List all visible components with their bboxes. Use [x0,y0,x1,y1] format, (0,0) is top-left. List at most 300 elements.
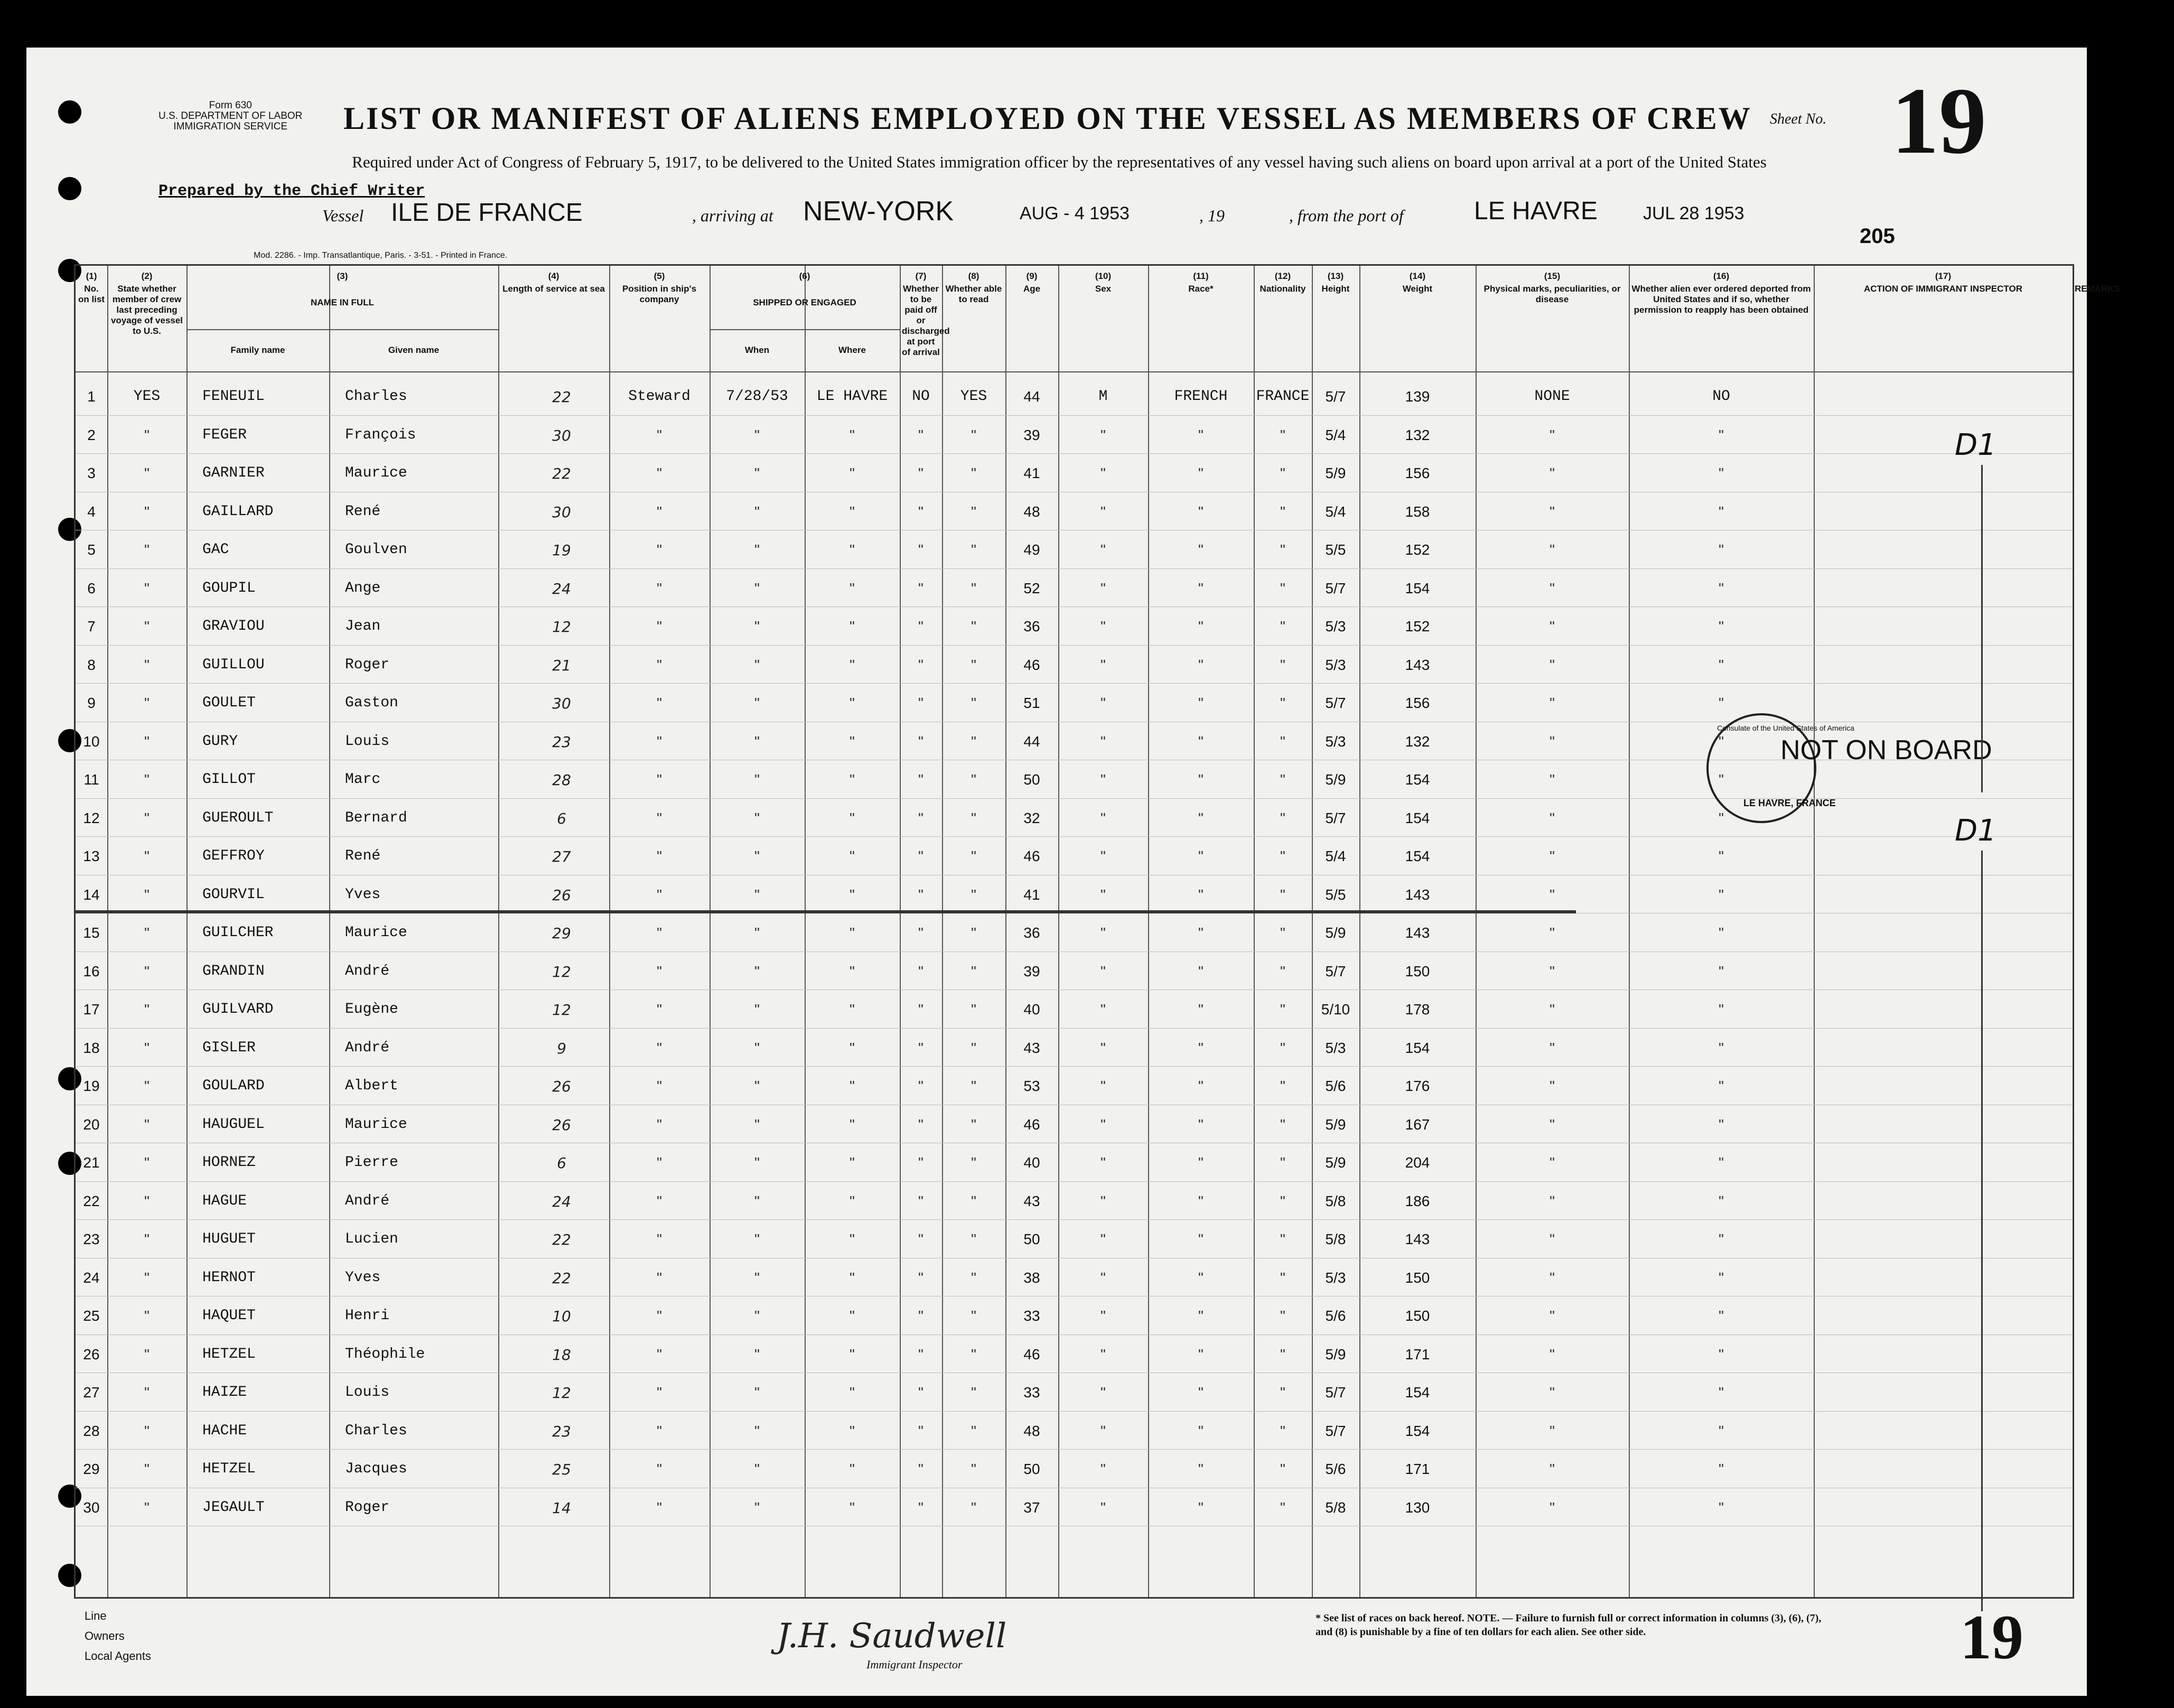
ditto-mark: " [144,426,150,443]
age-cell: 46 [1023,1116,1040,1133]
height-cell: 5/7 [1325,1422,1346,1439]
weight-cell: 154 [1405,848,1430,864]
row-number: 15 [83,925,100,941]
column-number: (13) [1327,271,1344,281]
column-number: (14) [1409,271,1426,281]
ditto-mark: " [1280,1384,1285,1401]
ditto-mark: " [1719,503,1724,520]
ditto-mark: " [971,542,976,558]
ditto-mark: " [1550,1384,1555,1401]
given-name-cell: Albert [345,1078,398,1094]
ditto-mark: " [1198,925,1203,941]
ditto-mark: " [1280,542,1285,558]
column-rule [329,266,330,1597]
form-label: Form 630 U.S. DEPARTMENT OF LABOR IMMIGRATION SERVICE [158,100,303,132]
family-name-cell: HETZEL [202,1461,256,1477]
ditto-mark: " [144,771,150,788]
family-name-cell: GUILCHER [202,925,274,941]
family-name-cell: HAIZE [202,1384,247,1401]
vessel-name: ILE DE FRANCE [391,199,583,227]
given-name-cell: René [345,503,381,520]
weight-cell: 178 [1405,1001,1430,1018]
ditto-mark: " [971,1039,976,1056]
row-number: 5 [87,542,96,558]
ditto-mark: " [918,1422,923,1439]
given-name-cell: Louis [345,733,390,750]
weight-cell: 150 [1405,963,1430,979]
ditto-mark: " [918,848,923,864]
height-cell: 5/3 [1325,618,1346,634]
given-name-cell: Yves [345,886,381,903]
ditto-mark: " [1719,1078,1724,1094]
row-number: 29 [83,1461,100,1477]
ditto-mark: " [657,925,662,941]
ditto-mark: " [657,1154,662,1171]
given-name-cell: Louis [345,1384,390,1401]
age-cell: 41 [1023,465,1040,481]
ditto-mark: " [1280,580,1285,596]
ditto-mark: " [657,1422,662,1439]
age-cell: 39 [1023,963,1040,979]
ditto-mark: " [971,925,976,941]
column-header: Whether to be paid off or discharged at port of arrival [902,284,950,357]
column-number: (6) [799,271,810,281]
given-name-cell: Maurice [345,465,407,481]
ditto-mark: " [754,809,760,826]
punch-hole [58,100,81,124]
service-length-cell: 12 [552,1001,571,1019]
ditto-mark: " [850,1308,855,1324]
weight-cell: 143 [1405,886,1430,903]
column-header: Race* [1188,284,1214,294]
height-cell: 5/7 [1325,695,1346,711]
ditto-mark: " [144,1384,150,1401]
ditto-mark: " [657,1001,662,1018]
ditto-mark: " [1550,1154,1555,1171]
family-name-cell: GRAVIOU [202,618,265,634]
ditto-mark: " [850,733,855,750]
height-cell: 5/9 [1325,1346,1346,1362]
ditto-mark: " [971,465,976,481]
ditto-mark: " [1280,809,1285,826]
ditto-mark: " [1198,963,1203,979]
ditto-mark: " [1100,1192,1106,1209]
ditto-mark: " [918,618,923,634]
ditto-mark: " [657,542,662,558]
ditto-mark: " [1198,1461,1203,1477]
family-name-cell: GEFFROY [202,848,265,864]
ditto-mark: " [850,848,855,864]
ditto-mark: " [850,465,855,481]
ditto-mark: " [1550,733,1555,750]
weight-cell: 158 [1405,503,1430,520]
service-length-cell: 26 [552,1116,571,1134]
ditto-mark: " [657,963,662,979]
ditto-mark: " [1719,1346,1724,1362]
ditto-mark: " [144,1461,150,1477]
height-cell: 5/8 [1325,1499,1346,1516]
weight-cell: 154 [1405,1422,1430,1439]
row-number: 4 [87,503,96,520]
ditto-mark: " [1100,1116,1106,1133]
given-name-cell: André [345,1192,390,1209]
ditto-mark: " [1280,1039,1285,1056]
ditto-mark: " [918,886,923,903]
row-rule [76,1334,2073,1335]
ditto-mark: " [657,580,662,596]
age-cell: 36 [1023,925,1040,941]
family-name-cell: GRANDIN [202,963,265,979]
ditto-mark: " [1100,503,1106,520]
ditto-mark: " [1198,1346,1203,1362]
given-name-cell: Marc [345,771,381,788]
ditto-mark: " [1198,1269,1203,1286]
ditto-mark: " [657,426,662,443]
age-cell: 43 [1023,1192,1040,1209]
given-name-cell: Jean [345,618,381,634]
weight-cell: 154 [1405,771,1430,788]
row-rule [76,951,2073,952]
weight-cell: 143 [1405,1231,1430,1247]
ditto-mark: " [918,1461,923,1477]
family-name-cell: HAUGUEL [202,1116,265,1133]
age-cell: 39 [1023,426,1040,443]
ditto-mark: " [850,1231,855,1247]
family-name-cell: HERNOT [202,1269,256,1286]
row-number: 7 [87,618,96,634]
given-name-cell: Henri [345,1308,390,1324]
ditto-mark: " [1198,1308,1203,1324]
service-length-cell: 24 [552,1192,571,1210]
ditto-mark: " [1100,1039,1106,1056]
ditto-mark: " [971,1384,976,1401]
ditto-mark: " [144,1001,150,1018]
weight-cell: 167 [1405,1116,1430,1133]
footer-labels [85,1606,151,1666]
ditto-mark: " [657,733,662,750]
height-cell: 5/7 [1325,580,1346,596]
column-header: Length of service at sea [502,284,605,294]
row-number: 10 [83,733,100,750]
ditto-mark: " [971,580,976,596]
given-name-cell: Gaston [345,695,398,711]
ditto-mark: " [1719,809,1724,826]
footer-agents-label: Local Agents [85,1649,151,1663]
ditto-mark: " [1719,1039,1724,1056]
column-subheader: Given name [388,345,440,355]
given-name-cell: Lucien [345,1231,398,1247]
service-length-cell: 30 [552,695,571,712]
height-cell: 5/9 [1325,1116,1346,1133]
ditto-mark: " [1100,886,1106,903]
ditto-mark: " [1550,1269,1555,1286]
ditto-mark: " [1550,1346,1555,1362]
ditto-mark: " [1550,1039,1555,1056]
service-length-cell: 30 [552,426,571,444]
ditto-mark: " [918,925,923,941]
seal-top-text: Consulate of the United States of America [1717,724,1854,732]
subheader-rule [186,329,498,330]
weight-cell: 150 [1405,1269,1430,1286]
physical-marks-cell: NONE [1534,388,1570,405]
ditto-mark: " [971,809,976,826]
ditto-mark: " [754,580,760,596]
age-cell: 32 [1023,809,1040,826]
column-header: Sex [1095,284,1112,294]
column-subheader: Family name [230,345,285,355]
row-number: 8 [87,656,96,673]
given-name-cell: Yves [345,1269,381,1286]
remark-line [1981,465,1983,792]
ditto-mark: " [754,1308,760,1324]
ditto-mark: " [1280,1422,1285,1439]
year-label: , 19 [1199,206,1225,225]
ditto-mark: " [1719,1269,1724,1286]
family-name-cell: FENEUIL [202,388,265,405]
footer-owners-label: Owners [85,1629,125,1642]
ditto-mark: " [918,1116,923,1133]
height-cell: 5/4 [1325,426,1346,443]
service-length-cell: 6 [557,809,566,827]
family-name-cell: HAGUE [202,1192,247,1209]
height-cell: 5/6 [1325,1078,1346,1094]
ditto-mark: " [1550,848,1555,864]
ditto-mark: " [850,426,855,443]
column-header: Position in ship's company [622,284,697,304]
ditto-mark: " [1719,465,1724,481]
weight-cell: 143 [1405,656,1430,673]
age-cell: 40 [1023,1001,1040,1018]
height-cell: 5/6 [1325,1461,1346,1477]
ditto-mark: " [971,426,976,443]
ditto-mark: " [1719,1154,1724,1171]
ditto-mark: " [850,1499,855,1516]
ditto-mark: " [144,618,150,634]
service-length-cell: 9 [557,1039,566,1057]
ditto-mark: " [918,503,923,520]
ditto-mark: " [657,1346,662,1362]
height-cell: 5/8 [1325,1231,1346,1247]
ditto-mark: " [1100,733,1106,750]
column-header: Age [1023,284,1041,294]
arriving-port: NEW-YORK [803,196,954,227]
given-name-cell: Maurice [345,925,407,941]
age-cell: 41 [1023,886,1040,903]
given-name-cell: Pierre [345,1154,398,1171]
ditto-mark: " [1100,848,1106,864]
ditto-mark: " [1100,426,1106,443]
ditto-mark: " [754,542,760,558]
subtitle: Required under Act of Congress of February 5, 1917, to be delivered to the United States immigration officer by the representatives of any vessel having such aliens on board upon arrival at a port of the United States [352,153,1767,171]
ditto-mark: " [918,656,923,673]
ditto-mark: " [1198,1154,1203,1171]
ditto-mark: " [850,1346,855,1362]
ditto-mark: " [1719,426,1724,443]
row-rule [76,415,2073,416]
ditto-mark: " [971,1346,976,1362]
height-cell: 5/7 [1325,809,1346,826]
ditto-mark: " [144,1422,150,1439]
ditto-mark: " [1100,1422,1106,1439]
height-cell: 5/6 [1325,1308,1346,1324]
inspector-signature: J.H. Saudwell [777,1617,1007,1656]
ditto-mark: " [971,1231,976,1247]
ditto-mark: " [657,1231,662,1247]
ditto-mark: " [850,963,855,979]
ditto-mark: " [754,848,760,864]
position-cell: Steward [628,388,691,405]
page-title: LIST OR MANIFEST OF ALIENS EMPLOYED ON THE VESSEL AS MEMBERS OF CREW [343,101,1752,136]
ditto-mark: " [754,1269,760,1286]
ditto-mark: " [918,1308,923,1324]
ditto-mark: " [657,656,662,673]
ditto-mark: " [144,503,150,520]
ditto-mark: " [971,503,976,520]
ditto-mark: " [1280,1308,1285,1324]
ditto-mark: " [754,963,760,979]
ditto-mark: " [1198,695,1203,711]
column-number: (11) [1193,271,1209,281]
age-cell: 40 [1023,1154,1040,1171]
ditto-mark: " [1100,1231,1106,1247]
family-name-cell: GOULET [202,695,256,711]
column-number: (4) [548,271,559,281]
ditto-mark: " [850,542,855,558]
ditto-mark: " [657,1499,662,1516]
ditto-mark: " [144,542,150,558]
column-header: State whether member of crew last preceding voyage of vessel to U.S. [110,284,183,336]
ditto-mark: " [1280,1269,1285,1286]
column-header: SHIPPED OR ENGAGED [753,297,856,307]
ditto-mark: " [971,695,976,711]
ditto-mark: " [918,1001,923,1018]
ditto-mark: " [1719,925,1724,941]
height-cell: 5/4 [1325,848,1346,864]
service-length-cell: 25 [552,1461,571,1478]
ditto-mark: " [1719,1422,1724,1439]
column-header: Height [1321,284,1350,294]
weight-cell: 156 [1405,465,1430,481]
given-name-cell: André [345,1039,390,1056]
family-name-cell: HORNEZ [202,1154,256,1171]
ditto-mark: " [971,1192,976,1209]
ditto-mark: " [1100,1499,1106,1516]
ditto-mark: " [918,465,923,481]
ditto-mark: " [1280,886,1285,903]
column-number: (7) [915,271,927,281]
ditto-mark: " [850,771,855,788]
ditto-mark: " [1100,809,1106,826]
ditto-mark: " [1550,1078,1555,1094]
weight-cell: 154 [1405,1384,1430,1401]
ditto-mark: " [657,618,662,634]
ditto-mark: " [1719,1001,1724,1018]
given-name-cell: Charles [345,388,407,405]
age-cell: 33 [1023,1308,1040,1324]
age-cell: 33 [1023,1384,1040,1401]
weight-cell: 152 [1405,542,1430,558]
weight-cell: 150 [1405,1308,1430,1324]
remark-d1: D1 [1955,814,1996,848]
ditto-mark: " [1198,886,1203,903]
ditto-mark: " [657,465,662,481]
ditto-mark: " [1198,1192,1203,1209]
weight-cell: 154 [1405,580,1430,596]
ditto-mark: " [144,886,150,903]
sheet-label: Sheet No. [1770,111,1827,127]
height-cell: 5/3 [1325,1269,1346,1286]
ditto-mark: " [1550,618,1555,634]
ditto-mark: " [1550,503,1555,520]
ditto-mark: " [1100,695,1106,711]
column-header: Weight [1402,284,1433,294]
ditto-mark: " [971,1269,976,1286]
column-subheader: Where [838,345,866,355]
row-rule [76,645,2073,646]
from-port-label: , from the port of [1289,206,1404,225]
ditto-mark: " [657,503,662,520]
ditto-mark: " [850,1269,855,1286]
ditto-mark: " [1719,1231,1724,1247]
ditto-mark: " [657,848,662,864]
ditto-mark: " [1100,1308,1106,1324]
ditto-mark: " [1100,1269,1106,1286]
ditto-mark: " [754,1499,760,1516]
footnote: * See list of races on back hereof. NOTE. — Failure to furnish full or correct information in columns (3), (6), (7), and (8) is punishable by a fine of ten dollars for each alien. See other side. [1315,1612,1822,1638]
family-name-cell: JEGAULT [202,1499,265,1516]
height-cell: 5/7 [1325,963,1346,979]
ditto-mark: " [1100,1461,1106,1477]
ditto-mark: " [850,695,855,711]
service-length-cell: 22 [552,1231,571,1248]
vessel-label: Vessel [322,206,364,225]
height-cell: 5/4 [1325,503,1346,520]
ditto-mark: " [1198,465,1203,481]
ditto-mark: " [918,963,923,979]
ditto-mark: " [971,656,976,673]
weight-cell: 154 [1405,809,1430,826]
ditto-mark: " [1550,426,1555,443]
ditto-mark: " [1198,1499,1203,1516]
ditto-mark: " [1280,503,1285,520]
ditto-mark: " [850,1422,855,1439]
ditto-mark: " [1100,580,1106,596]
ditto-mark: " [144,925,150,941]
row-number: 11 [83,771,99,788]
ditto-mark: " [754,1422,760,1439]
ditto-mark: " [754,771,760,788]
service-length-cell: 29 [552,925,571,942]
weight-cell: 132 [1405,733,1430,750]
ditto-mark: " [144,1116,150,1133]
ditto-mark: " [1550,1461,1555,1477]
weight-cell: 139 [1405,388,1430,405]
height-cell: 5/7 [1325,1384,1346,1401]
ditto-mark: " [144,465,150,481]
ditto-mark: " [1719,618,1724,634]
column-number: (1) [86,271,97,281]
ditto-mark: " [1719,771,1724,788]
height-cell: 5/8 [1325,1192,1346,1209]
ditto-mark: " [918,695,923,711]
service-length-cell: 22 [552,465,571,482]
remark-line [1981,851,1983,1611]
ditto-mark: " [144,1192,150,1209]
service-length-cell: 19 [552,542,571,559]
ditto-mark: " [850,1039,855,1056]
ditto-mark: " [1280,925,1285,941]
family-name-cell: GILLOT [202,771,256,788]
